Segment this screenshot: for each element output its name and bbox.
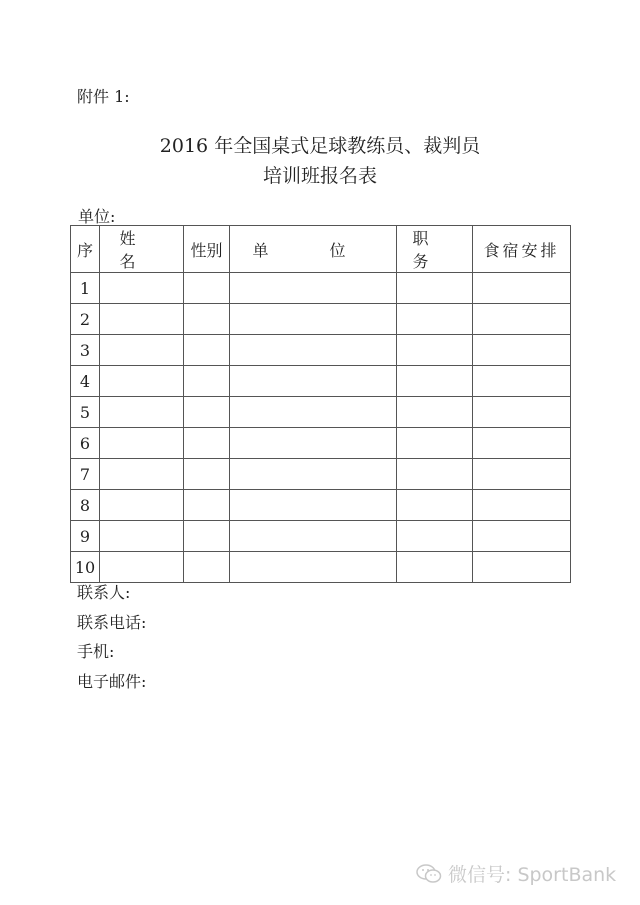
watermark-text: 微信号: SportBank [448,864,617,886]
registration-table [70,225,571,583]
row-number: 1 [71,273,100,304]
position-cell[interactable] [397,521,473,552]
accommodation-cell[interactable] [473,552,571,583]
table-row [71,521,571,552]
accommodation-cell[interactable] [473,397,571,428]
header-position: 职 务 [397,226,473,273]
gender-cell[interactable] [184,335,230,366]
position-cell[interactable] [397,552,473,583]
table-row [71,366,571,397]
email-label: 电子邮件: [77,671,147,691]
position-cell[interactable] [397,366,473,397]
unit-cell[interactable] [230,552,397,583]
accommodation-cell[interactable] [473,335,571,366]
contact-person-label: 联系人: [77,583,131,602]
unit-cell[interactable] [230,459,397,490]
name-cell[interactable] [100,552,184,583]
unit-cell[interactable] [230,397,397,428]
unit-cell[interactable] [230,428,397,459]
row-number: 5 [71,397,100,428]
position-cell[interactable] [397,273,473,304]
header-name: 姓 名 [100,226,184,273]
gender-cell[interactable] [184,490,230,521]
row-number: 4 [71,366,100,397]
name-cell[interactable] [100,428,184,459]
table-row [71,552,571,583]
contact-section [77,580,146,698]
accommodation-cell[interactable] [473,490,571,521]
contact-phone-label: 联系电话: [77,612,147,632]
gender-cell[interactable] [184,552,230,583]
name-cell[interactable] [100,366,184,397]
position-cell[interactable] [397,335,473,366]
document-subtitle: 培训班报名表 [262,165,377,187]
table-row [71,304,571,335]
header-gender: 性别 [184,226,230,273]
unit-cell[interactable] [230,273,397,304]
gender-cell[interactable] [184,366,230,397]
name-cell[interactable] [100,521,184,552]
unit-label: 单位: [78,207,116,226]
watermark [416,860,616,887]
table-row [71,459,571,490]
header-accommodation: 食宿安排 [473,226,571,273]
row-number: 6 [71,428,100,459]
mobile-label: 手机: [77,642,115,661]
unit-cell[interactable] [230,521,397,552]
position-cell[interactable] [397,459,473,490]
unit-cell[interactable] [230,335,397,366]
unit-cell[interactable] [230,304,397,335]
unit-cell[interactable] [230,490,397,521]
accommodation-cell[interactable] [473,428,571,459]
name-cell[interactable] [100,397,184,428]
name-cell[interactable] [100,304,184,335]
gender-cell[interactable] [184,428,230,459]
row-number: 9 [71,521,100,552]
table-row [71,397,571,428]
unit-cell[interactable] [230,366,397,397]
gender-cell[interactable] [184,304,230,335]
accommodation-cell[interactable] [473,273,571,304]
gender-cell[interactable] [184,273,230,304]
position-cell[interactable] [397,304,473,335]
position-cell[interactable] [397,490,473,521]
gender-cell[interactable] [184,521,230,552]
table-row [71,335,571,366]
table-row [71,428,571,459]
name-cell[interactable] [100,335,184,366]
gender-cell[interactable] [184,459,230,490]
name-cell[interactable] [100,459,184,490]
header-no: 序 [71,226,100,273]
accommodation-cell[interactable] [473,521,571,552]
row-number: 8 [71,490,100,521]
table-row [71,490,571,521]
attachment-label: 附件 1: [77,87,130,106]
document-title: 2016 年全国桌式足球教练员、裁判员 [159,135,481,157]
row-number: 3 [71,335,100,366]
name-cell[interactable] [100,490,184,521]
wechat-icon [416,864,442,884]
table-row [71,273,571,304]
row-number: 10 [71,552,100,583]
accommodation-cell[interactable] [473,366,571,397]
position-cell[interactable] [397,428,473,459]
position-cell[interactable] [397,397,473,428]
name-cell[interactable] [100,273,184,304]
row-number: 2 [71,304,100,335]
accommodation-cell[interactable] [473,459,571,490]
table-header-row [71,226,571,273]
gender-cell[interactable] [184,397,230,428]
header-unit: 单 位 [230,226,397,273]
row-number: 7 [71,459,100,490]
accommodation-cell[interactable] [473,304,571,335]
